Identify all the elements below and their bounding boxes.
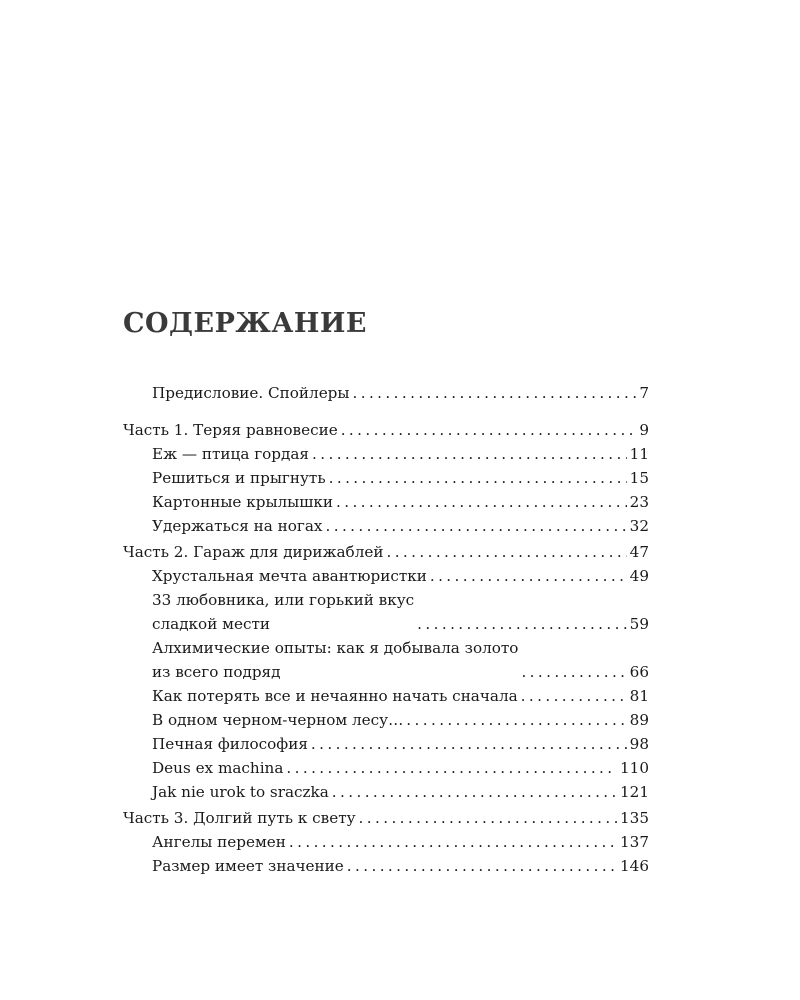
- dot-leader: [521, 684, 627, 708]
- toc-entry-page: 32: [629, 517, 649, 535]
- toc-entry-page: 15: [629, 469, 649, 487]
- toc-entry: [123, 708, 649, 732]
- toc-entry-title: Еж — птица гордая: [152, 445, 310, 463]
- toc-entry-page: 11: [629, 445, 649, 463]
- toc-entry: [123, 636, 649, 684]
- toc-entry-page: 110: [620, 759, 649, 777]
- toc-entry-title: Картонные крылышки: [152, 493, 333, 511]
- toc-entry: [123, 854, 649, 878]
- toc-entry-title: Алхимические опыты: как я добывала золото из всего подряд: [152, 639, 519, 681]
- toc-entry-preface: [123, 381, 649, 405]
- dot-leader: [341, 418, 637, 442]
- dot-leader: [311, 732, 627, 756]
- dot-leader: [312, 442, 627, 466]
- toc-entry-title: Deus ex machina: [152, 759, 284, 777]
- toc-entry: [123, 514, 649, 538]
- toc-entry-part-1: [123, 418, 649, 442]
- toc-entry: [123, 780, 649, 804]
- dot-leader: [336, 490, 627, 514]
- toc-entry-title: Хрустальная мечта авантюристки: [152, 567, 427, 585]
- dot-leader: [386, 540, 626, 564]
- toc-entry-title: Предисловие. Спойлеры: [152, 384, 350, 402]
- toc-entry: [123, 588, 649, 636]
- toc-entry: [123, 564, 649, 588]
- toc-entry-title: Часть 2. Гараж для дирижаблей: [123, 543, 384, 561]
- table-of-contents: [123, 381, 649, 878]
- dot-leader: [289, 830, 617, 854]
- dot-leader: [332, 780, 617, 804]
- dot-leader: [406, 708, 626, 732]
- toc-entry: [123, 830, 649, 854]
- page-title: СОДЕРЖАНИЕ: [123, 308, 367, 339]
- toc-entry-page: 137: [620, 833, 649, 851]
- toc-entry: [123, 442, 649, 466]
- dot-leader: [359, 806, 617, 830]
- dot-leader: [347, 854, 617, 878]
- toc-entry-title: Ангелы перемен: [152, 833, 286, 851]
- toc-entry-page: 47: [629, 543, 649, 561]
- toc-entry-page: 59: [629, 615, 649, 633]
- toc-entry-page: 66: [629, 663, 649, 681]
- toc-entry-page: 7: [639, 384, 649, 402]
- toc-entry-page: 23: [629, 493, 649, 511]
- toc-entry-title: Jak nie urok to sraczka: [152, 783, 329, 801]
- dot-leader: [521, 660, 626, 684]
- dot-leader: [286, 756, 617, 780]
- toc-entry: [123, 466, 649, 490]
- toc-entry-title: Размер имеет значение: [152, 857, 344, 875]
- toc-entry: [123, 684, 649, 708]
- dot-leader: [430, 564, 627, 588]
- toc-entry-page: 81: [629, 687, 649, 705]
- toc-entry-page: 9: [639, 421, 649, 439]
- dot-leader: [326, 514, 627, 538]
- toc-entry-title: Часть 3. Долгий путь к свету: [123, 809, 356, 827]
- toc-entry-page: 98: [629, 735, 649, 753]
- toc-entry-title: В одном черном-черном лесу…: [152, 711, 404, 729]
- toc-entry-title: 33 любовника, или горький вкус сладкой мести: [152, 591, 415, 633]
- toc-entry-title: Печная философия: [152, 735, 308, 753]
- toc-entry-title: Решиться и прыгнуть: [152, 469, 326, 487]
- toc-entry-title: Удержаться на ногах: [152, 517, 323, 535]
- toc-entry-page: 146: [620, 857, 649, 875]
- toc-entry-part-3: [123, 806, 649, 830]
- dot-leader: [353, 381, 637, 405]
- dot-leader: [417, 612, 627, 636]
- dot-leader: [329, 466, 627, 490]
- toc-entry-page: 135: [620, 809, 649, 827]
- toc-entry-part-2: [123, 540, 649, 564]
- toc-entry-page: 49: [629, 567, 649, 585]
- toc-entry: [123, 756, 649, 780]
- toc-entry: [123, 490, 649, 514]
- toc-entry-title: Как потерять все и нечаянно начать сначала: [152, 687, 518, 705]
- toc-entry: [123, 732, 649, 756]
- toc-entry-page: 121: [620, 783, 649, 801]
- toc-entry-page: 89: [629, 711, 649, 729]
- toc-entry-title: Часть 1. Теряя равновесие: [123, 421, 338, 439]
